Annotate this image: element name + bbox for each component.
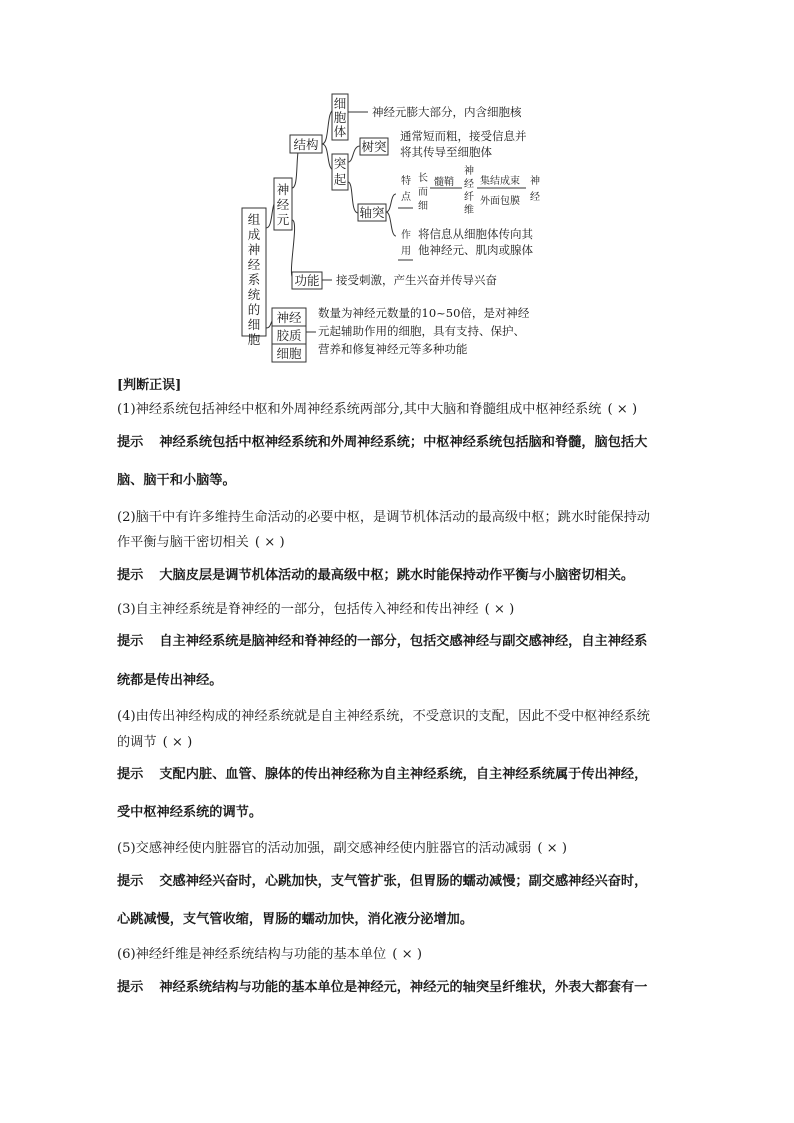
- question-5: [117, 836, 682, 862]
- fiber-char: 神: [464, 166, 474, 177]
- tip-label: 提示: [117, 435, 144, 450]
- axon-function-1: 将信息从细胞体传向其: [418, 227, 533, 241]
- glia-label-2: 胶质: [276, 328, 302, 343]
- cell-body-char: 细: [333, 96, 347, 111]
- question-4-line-2: [117, 730, 682, 756]
- tip-text: 大脑皮层是调节机体活动的最高级中枢；跳水时能保持动作平衡与小脑密切相关。: [159, 568, 635, 583]
- tip-5: [117, 869, 682, 895]
- tip-6: [117, 975, 682, 1001]
- cell-body-char: 体: [333, 124, 347, 139]
- long-thin-char: 细: [418, 201, 428, 212]
- feature-char: 点: [401, 192, 411, 203]
- tip-text: 支配内脏、血管、腺体的传出神经称为自主神经系统，自主神经系统属于传出神经，: [159, 767, 648, 782]
- question-3: [117, 597, 682, 623]
- root-char: 经: [247, 257, 261, 272]
- tip-label: 提示: [117, 634, 144, 649]
- answer-mark: ( × ): [254, 535, 285, 550]
- tip-text: 自主神经系统是脑神经和脊神经的一部分，包括交感神经与副交感神经，自主神经系: [159, 634, 648, 649]
- neuron-char: 神: [276, 182, 290, 197]
- nervous-system-cells-diagram: [230, 88, 570, 370]
- root-char: 成: [247, 227, 261, 242]
- question-4-line-1: (4)由传出神经构成的神经系统就是自主神经系统，不受意识的支配，因此不受中枢神经系统: [117, 709, 650, 724]
- root-char: 神: [247, 242, 261, 257]
- feature-char: 特: [401, 176, 411, 187]
- fiber-char: 维: [464, 205, 474, 216]
- nerve-char: 经: [530, 192, 540, 203]
- cell-body-char: 胞: [333, 110, 347, 125]
- question-text: (5)交感神经使内脏器官的活动加强，副交感神经使内脏器官的活动减弱: [117, 841, 532, 856]
- tip-label: 提示: [117, 980, 144, 995]
- fiber-char: 经: [464, 179, 474, 190]
- root-char: 细: [247, 317, 261, 332]
- tip-text: 神经系统结构与功能的基本单位是神经元，神经元的轴突呈纤维状，外表大都套有一: [159, 980, 648, 995]
- process-char: 突: [333, 156, 347, 171]
- question-text: (3)自主神经系统是脊神经的一部分，包括传入神经和传出神经: [117, 602, 479, 617]
- answer-mark: ( × ): [537, 841, 568, 856]
- cell-body-description: 神经元膨大部分，内含细胞核: [372, 105, 522, 119]
- bundle-text-1: 集结成束: [480, 176, 520, 187]
- bundle-text-2: 外面包膜: [480, 196, 520, 207]
- process-char: 起: [333, 172, 347, 187]
- function-char: 用: [401, 246, 411, 257]
- glia-description-3: 营养和修复神经元等多种功能: [318, 342, 468, 356]
- nerve-char: 神: [530, 176, 540, 187]
- question-text: (1)神经系统包括神经中枢和外周神经系统两部分,其中大脑和脊髓组成中枢神经系统: [117, 402, 602, 417]
- answer-mark: ( × ): [162, 735, 193, 750]
- myelin-label: 髓鞘: [434, 177, 454, 188]
- long-thin-char: 长: [418, 173, 428, 184]
- tip-3: [117, 629, 682, 655]
- root-char: 系: [247, 272, 261, 287]
- function-label: 功能: [294, 273, 320, 288]
- dendrite-label: 树突: [361, 139, 387, 154]
- root-char: 胞: [247, 332, 261, 347]
- neuron-char: 元: [276, 212, 290, 227]
- tip-2: [117, 563, 682, 589]
- tip-text: 交感神经兴奋时，心跳加快，支气管扩张，但胃肠的蠕动减慢；副交感神经兴奋时，: [159, 874, 648, 889]
- axon-label: 轴突: [359, 205, 385, 220]
- glia-label-3: 细胞: [276, 346, 302, 361]
- tip-1: [117, 430, 682, 456]
- tip-3-continued: 统都是传出神经。: [117, 673, 223, 688]
- tip-label: 提示: [117, 874, 144, 889]
- dendrite-description-2: 将其传导至细胞体: [400, 145, 492, 159]
- root-char: 组: [247, 212, 261, 227]
- glia-label-1: 神经: [276, 310, 302, 325]
- structure-label: 结构: [293, 137, 319, 152]
- answer-mark: ( × ): [392, 947, 422, 962]
- root-char: 统: [247, 287, 261, 302]
- question-2-line-2: [117, 530, 682, 556]
- tip-4: [117, 762, 682, 788]
- fiber-char: 纤: [464, 192, 474, 203]
- answer-mark: ( × ): [484, 602, 515, 617]
- question-text: 的调节: [117, 735, 157, 750]
- question-2-line-1: (2)脑干中有许多维持生命活动的必要中枢，是调节机体活动的最高级中枢；跳水时能保持动: [117, 510, 650, 525]
- neuron-char: 经: [276, 197, 290, 212]
- glia-description-1: 数量为神经元数量的10~50倍，是对神经: [318, 306, 530, 320]
- dendrite-description-1: 通常短而粗，接受信息并: [400, 129, 527, 143]
- tip-1-continued: 脑、脑干和小脑等。: [117, 473, 236, 488]
- question-text: (6)神经纤维是神经系统结构与功能的基本单位: [117, 947, 387, 962]
- question-1: [117, 397, 682, 423]
- tip-label: 提示: [117, 568, 144, 583]
- section-title: [判断正误]: [117, 378, 182, 393]
- tip-5-continued: 心跳减慢，支气管收缩，胃肠的蠕动加快，消化液分泌增加。: [117, 912, 474, 927]
- function-char: 作: [401, 230, 411, 241]
- answer-mark: ( × ): [607, 402, 638, 417]
- question-6: [117, 942, 682, 968]
- long-thin-char: 而: [418, 187, 428, 198]
- question-text: 作平衡与脑干密切相关: [117, 535, 249, 550]
- tip-label: 提示: [117, 767, 144, 782]
- function-description: 接受刺激，产生兴奋并传导兴奋: [336, 273, 497, 287]
- axon-function-2: 他神经元、肌肉或腺体: [418, 243, 533, 257]
- tip-4-continued: 受中枢神经系统的调节。: [117, 805, 263, 820]
- glia-description-2: 元起辅助作用的细胞，具有支持、保护、: [318, 324, 525, 338]
- tip-text: 神经系统包括中枢神经系统和外周神经系统；中枢神经系统包括脑和脊髓，脑包括大: [159, 435, 648, 450]
- root-char: 的: [247, 302, 261, 317]
